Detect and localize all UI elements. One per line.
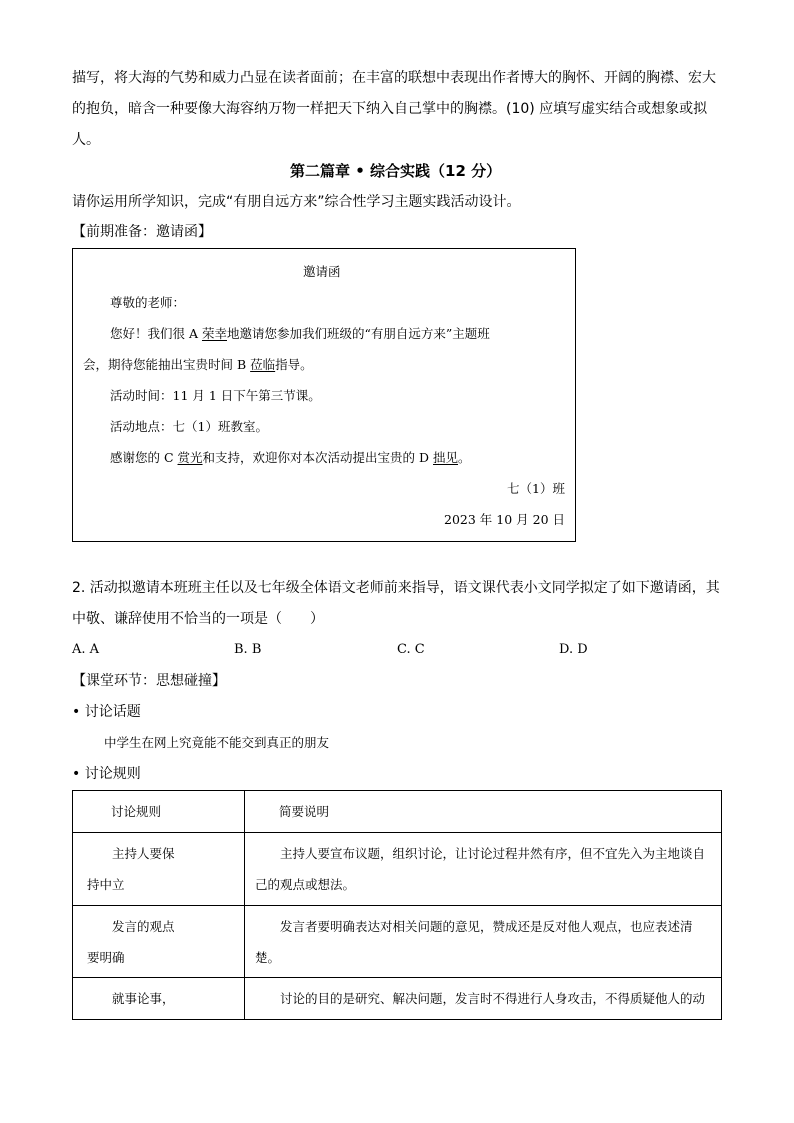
intro-line-2: 的抱负，暗含一种要像大海容纳万物一样把天下纳入自己掌中的胸襟。(10) 应填写虚实结合或想象或拟 [72,101,708,117]
instruction-text: 请你运用所学知识，完成“有朋自远方来”综合性学习主题实践活动设计。 [72,194,521,210]
letter-title: 邀请函 [303,264,341,279]
option-b[interactable]: B. B [234,642,262,657]
desc-line-1: 讨论的目的是研究、解决问题，发言时不得进行人身攻击，不得质疑他人的动 [280,991,706,1006]
word-c: 赏光 [177,450,203,465]
topic-text: 中学生在网上究竟能不能交到真正的朋友 [104,735,330,750]
letter-signature: 七（1）班 [507,481,565,496]
word-b: 莅临 [250,357,276,372]
desc-cell [245,978,722,1020]
word-d: 拙见 [433,450,459,465]
letter-salutation: 尊敬的老师： [110,295,186,310]
intro-line-3: 人。 [72,132,100,148]
letter-paragraph-1-cont [83,355,313,375]
letter-text: 地邀请您参加我们班级的“有朋自远方来”主题班 [227,326,490,341]
rule-line-1: 发言的观点 [112,918,175,934]
letter-date: 2023 年 10 月 20 日 [444,512,565,527]
letter-text: 感谢您的 C [110,450,178,465]
section-heading-invitation: 【前期准备：邀请函】 [72,224,212,240]
header-cell-rule: 讨论规则 [73,791,245,833]
question-line-1: 2. 活动拟邀请本班班主任以及七年级全体语文老师前来指导，语文课代表小文同学拟定了如下邀请函，其 [72,580,720,596]
table-row [73,906,722,978]
word-a: 荣幸 [201,326,227,341]
desc-cell [245,906,722,978]
letter-time: 活动时间：11 月 1 日下午第三节课。 [110,388,321,403]
letter-paragraph-1 [110,324,490,344]
rule-line-2: 持中立 [87,877,125,892]
option-d[interactable]: D. D [559,642,588,657]
rule-line-2: 要明确 [87,949,125,965]
desc-line-2: 楚。 [255,949,281,965]
desc-line-1: 发言者要明确表达对相关问题的意见，赞成还是反对他人观点，也应表述清 [280,918,693,934]
rules-bullet: • 讨论规则 [72,766,141,782]
chapter-title: 第二篇章 • 综合实践（12 分） [290,162,502,180]
header-cell-desc: 简要说明 [245,791,722,833]
invitation-letter-box [72,248,576,542]
rule-cell [73,978,245,1020]
rule-cell [73,906,245,978]
letter-text: 。 [458,450,471,465]
intro-line-1: 描写，将大海的气势和威力凸显在读者面前；在丰富的联想中表现出作者博大的胸怀、开阔的胸襟、宏大 [72,70,716,86]
table-row [73,978,722,1020]
desc-cell [245,833,722,906]
rules-table [72,790,722,1020]
question-line-2: 中敬、谦辞使用不恰当的一项是（ ） [72,611,324,627]
letter-paragraph-3 [110,448,471,468]
letter-place: 活动地点：七（1）班教室。 [110,419,268,434]
letter-text: 指导。 [275,357,313,372]
letter-text: 会，期待您能抽出宝贵时间 B [83,357,251,372]
section-heading-discussion: 【课堂环节：思想碰撞】 [72,673,226,689]
desc-line-1: 主持人要宣布议题，组织讨论，让讨论过程井然有序，但不宜先入为主地谈自 [280,846,706,861]
table-row [73,833,722,906]
letter-text: 您好！我们很 A [110,326,202,341]
table-header-row [73,791,722,833]
desc-line-2: 己的观点或想法。 [255,877,356,892]
rule-cell [73,833,245,906]
rule-line-1: 就事论事， [112,991,175,1006]
rule-line-1: 主持人要保 [112,846,175,861]
topic-bullet: • 讨论话题 [72,704,141,720]
option-a[interactable]: A. A [72,642,100,657]
option-c[interactable]: C. C [397,642,425,657]
letter-text: 和支持，欢迎你对本次活动提出宝贵的 D [202,450,434,465]
